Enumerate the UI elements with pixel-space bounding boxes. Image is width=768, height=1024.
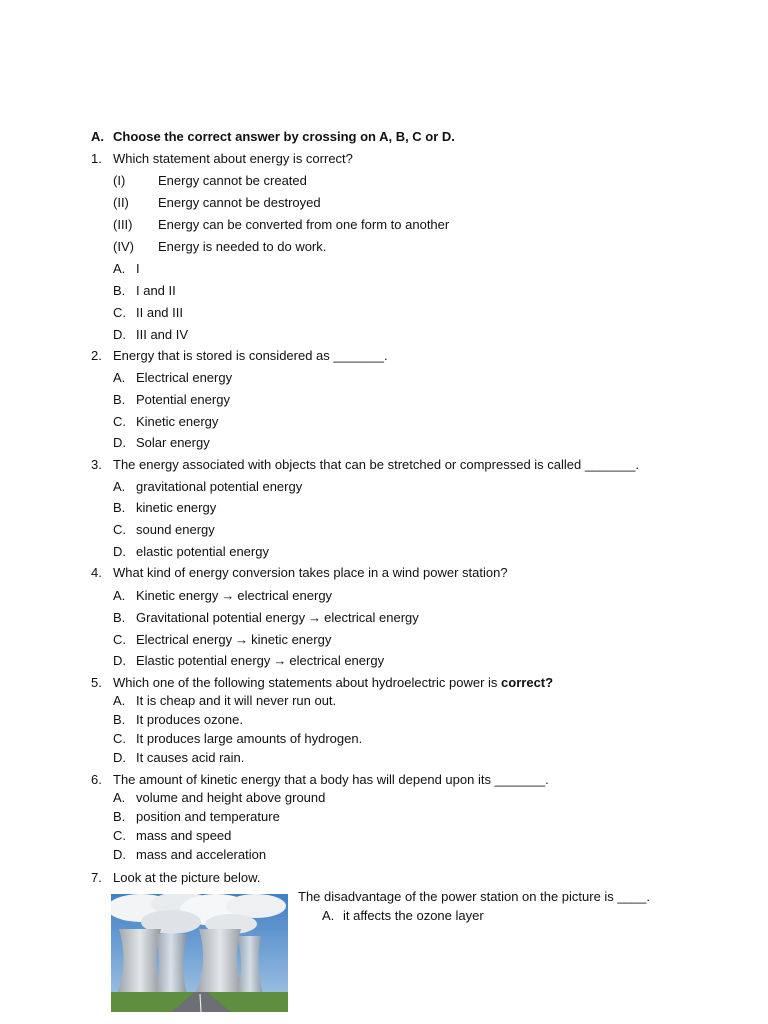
option-text: III and IV — [136, 327, 189, 342]
statement-label: (III) — [113, 217, 133, 232]
question-number: 5. — [91, 675, 102, 690]
question-text: The energy associated with objects that can be stretched or compressed is called _______. — [113, 457, 640, 472]
statement-label: (I) — [113, 173, 126, 188]
arrow-right-icon: → — [235, 632, 249, 647]
option-text: gravitational potential energy — [136, 479, 303, 494]
option-text: mass and speed — [136, 828, 232, 843]
option-text: mass and acceleration — [136, 847, 267, 862]
section-letter: A. — [91, 129, 104, 144]
question-text-main: Which one of the following statements about hydroelectric power is — [113, 675, 502, 690]
option-label[interactable]: A. — [113, 479, 126, 494]
option-text: It produces large amounts of hydrogen. — [136, 731, 363, 746]
option-text: Solar energy — [136, 435, 210, 450]
option-text: Kinetic energy — [136, 414, 219, 429]
conversion-from: Gravitational potential energy — [136, 610, 306, 625]
question-text: The amount of kinetic energy that a body has will depend upon its _______. — [113, 772, 549, 787]
option-conversion — [136, 653, 384, 669]
option-text: Electrical energy — [136, 370, 233, 385]
question-text: Which statement about energy is correct? — [113, 151, 353, 166]
option-label[interactable]: A. — [113, 790, 126, 805]
option-label[interactable]: C. — [113, 414, 126, 429]
conversion-from: Kinetic energy — [136, 588, 219, 603]
section-instruction: Choose the correct answer by crossing on A, B, C or D. — [113, 129, 455, 144]
question-text: Look at the picture below. — [113, 870, 261, 885]
option-label[interactable]: B. — [113, 610, 126, 625]
arrow-right-icon: → — [308, 610, 322, 625]
question-number: 3. — [91, 457, 102, 472]
question-text: Energy that is stored is considered as _______. — [113, 348, 388, 363]
option-label[interactable]: B. — [113, 283, 126, 298]
question-number: 2. — [91, 348, 102, 363]
cooling-towers-photo — [111, 894, 288, 1012]
conversion-to: electrical energy — [324, 610, 419, 625]
question-side-text: The disadvantage of the power station on the picture is ____. — [298, 889, 650, 904]
statement-text: Energy can be converted from one form to another — [158, 217, 450, 232]
conversion-to: electrical energy — [289, 653, 385, 668]
option-text: volume and height above ground — [136, 790, 326, 805]
option-conversion — [136, 632, 331, 648]
question-text: What kind of energy conversion takes place in a wind power station? — [113, 565, 508, 580]
option-text: I and II — [136, 283, 176, 298]
option-label[interactable]: B. — [113, 392, 126, 407]
option-label[interactable]: D. — [113, 327, 126, 342]
option-label[interactable]: A. — [113, 693, 126, 708]
conversion-to: kinetic energy — [251, 632, 332, 647]
option-text: it affects the ozone layer — [343, 908, 484, 923]
option-label[interactable]: B. — [113, 500, 126, 515]
option-label[interactable]: A. — [113, 261, 126, 276]
option-label[interactable]: D. — [113, 544, 126, 559]
conversion-from: Elastic potential energy — [136, 653, 271, 668]
option-text: II and III — [136, 305, 183, 320]
option-label[interactable]: C. — [113, 632, 126, 647]
option-text: I — [136, 261, 140, 276]
option-text: position and temperature — [136, 809, 280, 824]
arrow-right-icon: → — [273, 653, 287, 668]
option-label[interactable]: C. — [113, 731, 126, 746]
option-label[interactable]: C. — [113, 305, 126, 320]
option-label[interactable]: A. — [322, 908, 335, 923]
option-label[interactable]: D. — [113, 435, 126, 450]
option-label[interactable]: D. — [113, 750, 126, 765]
question-text-emphasis: correct? — [501, 675, 554, 690]
option-text: elastic potential energy — [136, 544, 269, 559]
question-number: 7. — [91, 870, 102, 885]
question-text — [113, 675, 553, 691]
option-label[interactable]: B. — [113, 809, 126, 824]
option-conversion — [136, 610, 419, 626]
option-conversion — [136, 588, 332, 604]
option-label[interactable]: D. — [113, 847, 126, 862]
option-text: Potential energy — [136, 392, 230, 407]
statement-label: (II) — [113, 195, 129, 210]
question-number: 4. — [91, 565, 102, 580]
option-text: It is cheap and it will never run out. — [136, 693, 337, 708]
option-label[interactable]: A. — [113, 370, 126, 385]
cooling-towers-icon — [111, 894, 288, 1012]
option-text: kinetic energy — [136, 500, 217, 515]
statement-text: Energy is needed to do work. — [158, 239, 327, 254]
conversion-to: electrical energy — [237, 588, 333, 603]
arrow-right-icon: → — [221, 588, 235, 603]
question-number: 1. — [91, 151, 102, 166]
statement-label: (IV) — [113, 239, 134, 254]
conversion-from: Electrical energy — [136, 632, 233, 647]
statement-text: Energy cannot be created — [158, 173, 307, 188]
option-text: sound energy — [136, 522, 215, 537]
section-header — [91, 129, 104, 145]
question-number: 6. — [91, 772, 102, 787]
statement-text: Energy cannot be destroyed — [158, 195, 321, 210]
option-text: It produces ozone. — [136, 712, 243, 727]
option-label[interactable]: B. — [113, 712, 126, 727]
option-label[interactable]: D. — [113, 653, 126, 668]
option-text: It causes acid rain. — [136, 750, 245, 765]
option-label[interactable]: A. — [113, 588, 126, 603]
option-label[interactable]: C. — [113, 828, 126, 843]
option-label[interactable]: C. — [113, 522, 126, 537]
